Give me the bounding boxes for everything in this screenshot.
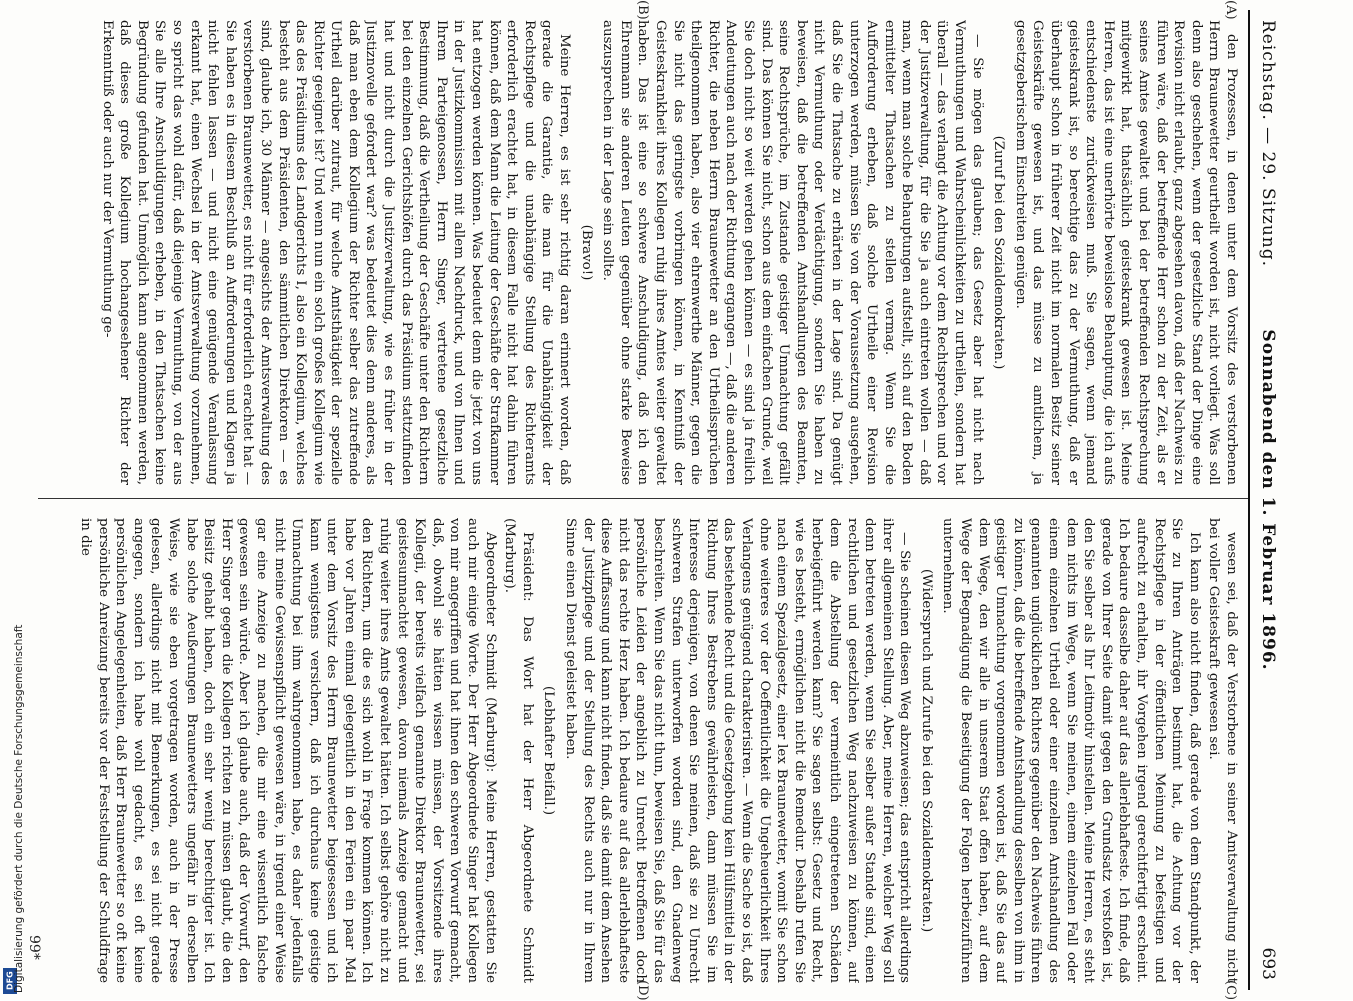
paragraph: Abgeordneter Schmidt (Marburg): Meine Herren, gestatten Sie auch mir einige Worte. Der Herr Abgeordnete Singer hat Kollegen von mir angegriffen und hat ihnen den schweren Vorwurf gemacht, daß, obwohl sie hätten wissen müssen, der Vorsitzende ihres Kollegii, der bereits vielfach genannte Direktor Braunewetter, sei geistesumnachtet gewesen, davon niemals Anzeige gemacht und ruhig weiter ihres Amts gewaltet hätten. Ich selbst gehöre nicht zu den Richtern, um die es sich wohl in Frage kommen können. Ich habe vor Jahren einmal gelegentlich in den Ferien ein paar Mal unter dem Vorsitz des Herrn Braunewetter beigesessen und ich kann wenigstens versichern, daß ich durchaus keine geistige Umnachtung bei ihm wahrgenommen habe, es daher jedenfalls nicht meine Gewissenspflicht gewesen wäre, in irgend einer Weise gar eine Anzeige zu machen, die mir eine wissentlich falsche gewesen sein würde. Aber ich glaube auch, daß der Vorwurf, den Herr Singer gegen die Kollegen richten zu müssen glaubt, die den Beisitz gehabt haben, doch ein sehr wenig berechtigter ist. Ich habe solche Aeußerungen Braunewetters ungefähr in derselben Weise, wie sie eben vorgetragen worden, auch in der Presse gelesen, allerdings nicht mit Bemerkungen, es sei nicht gerade angegen, sondern ich habe wohl gedacht, es sei oft keine persönlichen Angelegenheiten, daß Herr Braunewetter so oft keine persönliche Anreizung bereits vor der Feststellung der Schuldfrage in die — [78, 518, 498, 983]
attribution-text: Digitalisierung gefördert durch die Deutsche Forschungsgemeinschaft — [13, 624, 25, 993]
interjection: (Zuruf bei den Sozialdemokraten.) — [991, 135, 1007, 370]
paragraph: Präsident: Das Wort hat der Herr Abgeordnete Schmidt (Marburg). — [502, 518, 535, 983]
paragraph: Meine Herren, es ist sehr richtig daran erinnert worden, daß gerade die Garantie, die man für die Unabhängigkeit der Rechtspflege und die unabhängige Stellung des Richteramts erforderlich erachtet hat, in diesem Falle nicht hat dahin führen können, daß dem Mann die Leitung der Geschäfte der Strafkammer hat entzogen werden können. Was bedeutet denn die jetzt von uns in der Justizkommission mit allem Nachdruck, und von Ihnen und Ihrem Parteigenossen, Herrn Singer, vertretene gesetzliche Bestimmung, daß die Vertheilung der Geschäfte unter den Richtern bei den einzelnen Gerichtshöfen durch das Präsidium stattzufinden hat und nicht durch die Justizverwaltung, wie es früher in der Justiznovelle gefordert war? was bedeutet dies denn anderes, als daß man eben dem Kollegium der Richter selber das zutreffende Urtheil darüber zutraut, für welche Amtsthätigkeit der spezielle Richter geeignet ist? Und wenn nun ein solch großes Kollegium wie das des Präsidiums des Landgerichts I, also ein Kollegium, welches besteht aus dem Präsidenten, den sämmtlichen Direktoren — es sind, glaube ich, 30 Männer — angesichts der Amtsverwaltung des verstorbenen Braunewetter, es nicht für erforderlich erachtet hat — Sie haben es in diesem Beschluß an Aufforderungen und Klagen ja nicht fehlen lassen — und nicht eine genügende Veranlassung erkannt hat, einen Wechsel in der Amtsverwaltung vorzunehmen, so spricht das wohl dafür, daß diejenige Vermuthung, von der aus Sie alle Ihre Anschuldigungen erheben, in den Thatsachen keine Begründung gefunden hat. Unmöglich kann angenommen werden, daß dieses große Kollegium hochangesehener Richter der Erkenntniß oder auch nur der Vermuthung ge- — [99, 20, 573, 485]
digitization-attribution — [0, 0, 25, 1000]
margin-marker-d: (D) — [635, 980, 650, 1001]
paragraph: — Sie scheinen diesen Weg abzuweisen; das entspricht allerdings ihrer allgemeinen Stellung. Aber, meine Herren, welcher Weg soll denn betreten werden, wenn Sie selber außer Stande sind, einen rechtlichen und gesetzlichen Weg nachzuweisen zu können, auf dem die Abstellung der vermeintlich eingetretenen Schäden herbeigeführt werden kann? Sie sagen selbst: Gesetz und Recht, wie es besteht, ermöglichen nicht die Remedur. Deshalb rufen Sie nach einem Spezialgesetz, einer lex Braunewetter, womit Sie schon ohne weiteres vor der Oeffentlichkeit die Ungeheuerlichkeit Ihres Verlangens genügend charakterisiren. — Wenn die Sache so ist, daß das bestehende Recht und die Gesetzgebung kein Hülfsmittel in der Richtung Ihres Bestrebens gewährleisten, dann müssen Sie im Interesse derjenigen, von denen Sie meinen, daß sie zu Unrecht schweren Strafen unterworfen worden sind, den Gnadenweg beschreiten. Wenn Sie das nicht thun, beweisen Sie, daß Sie für das persönliche Leiden der angeblich zu Unrecht Betroffenen doch nicht das rechte Herz haben. Ich bedaure auf das allerlebhafteste diese Auffassung und kann nicht finden, daß sie damit dem Ansehen der Justizpflege und der Stellung des Rechts auch nur in Ihrem Sinne einen Dienst geleistet haben. — [563, 518, 913, 983]
interjection: (Bravo!) — [578, 224, 594, 281]
header-rule — [1248, 10, 1250, 990]
column-divider — [38, 498, 1248, 499]
margin-marker-b: (B) — [635, 0, 650, 20]
page-number: 693 — [1258, 947, 1278, 980]
interjection: (Lebhafter Beifall.) — [541, 685, 557, 816]
paragraph: — Sie mögen das glauben; das Gesetz aber hat nicht nach Vermuthungen und Wahrscheinlichkeiten zu urtheilen, sondern hat überall — das verlangt die Achtung vor dem Rechtsprechen und vor der Justizverwaltung, für die Sie ja auch eintreten wollen — daß man, wenn man solche Behauptungen aufstellt, sich auf den Boden ermittelter Thatsachen zu stellen vermag. Wenn Sie die Aufforderung erheben, daß solche Urtheile einer Revision unterzogen werden, müssen Sie von der Voraussetzung ausgehen, daß Sie die Thatsache zu erhärten in der Lage sind. Da genügt nicht Vermuthung oder Verdächtigung, sondern Sie haben zu beweisen, daß die betreffenden Amtshandlungen des Beamten, seine Rechtsprüche, im Zustande geistiger Umnachtung gefällt sind. Das können Sie nicht, schon aus dem einfachen Grunde, weil Sie doch nicht so weit werden gehen können — es sind ja freilich Andeutungen auch nach der Richtung ergangen —, daß die anderen Richter, die neben Herrn Braunewetter an den Urtheilssprüchen theilgenommen haben, also vier ehrenwerthe Männer, gegen die Sie nicht das geringste vorbringen können, in Kenntniß der Geisteskrankheit ihres Kollegen ruhig ihres Amtes weiter gewaltet haben. Das ist eine so schwere Anschuldigung, daß ich den Ehrenmann sie anderen Leuten gegenüber ohne starke Beweise auszusprechen in der Lage sein sollte. — [600, 20, 985, 485]
running-header — [1248, 0, 1290, 1000]
paragraph: Ich kann also nicht finden, daß gerade von dem Standpunkt, der Sie zu Ihren Anträgen bestimmt hat, die Achtung vor der Rechtspflege in der öffentlichen Meinung zu befestigen und aufrecht zu erhalten, ihr Vorgehen irgend gerechtfertigt erscheint. Ich bedaure dasselbe daher auf das allerlebhafteste. Ich finde, daß gerade von Ihrer Seite damit gegen den Grundsatz verstoßen ist, den Sie selber als Ihr Leitmotiv hinstellen. Meine Herren, es steht dem nichts im Wege, wenn Sie meinen, einem einzelnen Fall oder einem einzelnen Urtheil oder einer einzelnen Amtshandlung des genannten unglücklichen Richters gegenüber den Nachweis führen zu können, daß die betreffende Amtshandlung desselben von ihm in geistiger Umnachtung vorgenommen worden ist, daß Sie das auf dem Wege, den wir alle in unserem Staat offen haben, auf dem Wege der Begnadigung die Beseitigung der Folgen herbeizuführen unternehmen. — [940, 518, 1202, 983]
rotated-page-content — [20, 0, 1290, 1000]
paragraph: den Prozessen, in denen unter dem Vorsitz des verstorbenen Herrn Braunewetter geurtheilt worden ist, nicht vorliegt. Was soll denn also geschehen, wenn der gesetzliche Stand der Dinge eine Revision nicht erlaubt, ganz abgesehen davon, daß der Nachweis zu führen wäre, daß der betreffende Herr schon zu der Zeit, als er seines Amtes gewaltet und bei der betreffenden Rechtsprechung mitgewirkt hat, thatsächlich geisteskrank gewesen ist. Meine Herren, das ist eine unerhörte beweislose Behauptung, die ich aufs entschiedenste zurückweisen muß. Sie sagen, wenn jemand geisteskrank ist, so berechtige das zu der Vermuthung, daß er überhaupt schon in früherer Zeit nicht im normalen Besitz seiner Geisteskräfte gewesen ist, und das müsse zu amtlichem, ja gesetzgeberischem Einschreiten genügen. — [1012, 20, 1239, 485]
dfg-logo: DFG — [3, 968, 17, 994]
interjection: (Widerspruch und Zurufe bei den Sozialdemokraten.) — [918, 568, 934, 933]
paragraph: wesen sei, daß der Verstorbene in seiner Amtsverwaltung nicht bei voller Geisteskraft gewesen sei. — [1206, 518, 1239, 983]
margin-marker-c: (C) — [1223, 980, 1238, 1001]
margin-marker-a: (A) — [1223, 0, 1238, 20]
header-left: Reichstag. — 29. Sitzung. — [1258, 20, 1278, 268]
signature-mark: 99* — [26, 935, 42, 960]
right-column — [40, 518, 1240, 983]
header-center: Sonnabend den 1. Februar 1896. — [1258, 329, 1278, 671]
left-column — [40, 20, 1240, 485]
